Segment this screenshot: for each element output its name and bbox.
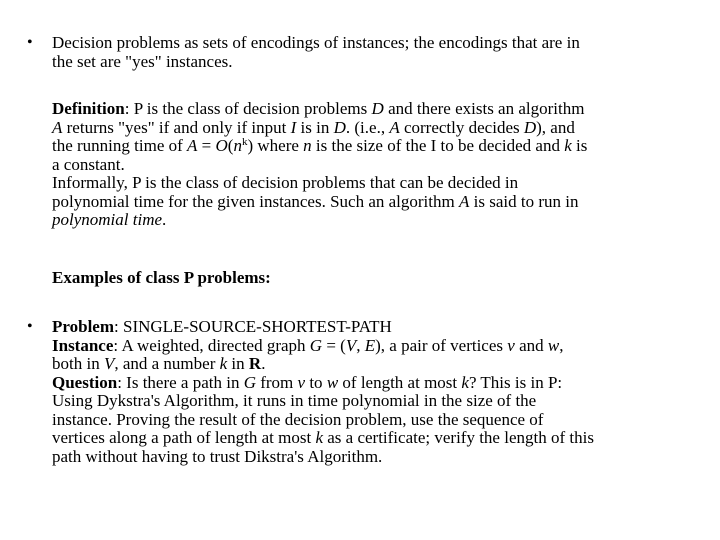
text-line: Informally, P is the class of decision problems that can be decided in	[52, 173, 519, 192]
problem-line: Problem: SINGLE-SOURCE-SHORTEST-PATH	[52, 317, 392, 336]
text-line: vertices along a path of length at most k as a certificate; verify the length of this	[52, 428, 594, 447]
text-line: path without having to trust Dikstra's Algorithm.	[52, 446, 383, 466]
text-line: A returns "yes" if and only if input I is in D. (i.e., A correctly decides D), and	[52, 117, 575, 137]
bullet-text	[52, 318, 700, 466]
definition-label: Definition	[52, 99, 125, 118]
definition-paragraph	[52, 100, 700, 230]
bullet-text	[52, 34, 700, 71]
bullet-icon: •	[27, 318, 33, 335]
text-line: instance. Proving the result of the decision problem, use the sequence of	[52, 409, 544, 429]
text-line: polynomial time.	[52, 210, 167, 229]
text-line: the running time of $A = O(n^k)$ where n is the size of the I to be decided and k is	[52, 136, 588, 155]
text-line: Decision problems as sets of encodings of instances; the encodings that are in	[52, 33, 580, 52]
text-line: both in V, and a number k in R.	[52, 354, 266, 373]
bullet-icon: •	[27, 34, 33, 51]
question-line: Question: Is there a path in G from v to w of length at most k? This is in P:	[52, 372, 563, 392]
text-line: Using Dykstra's Algorithm, it runs in time polynomial in the size of the	[52, 391, 537, 410]
text-line: a constant.	[52, 154, 125, 174]
text-line: polynomial time for the given instances. Such an algorithm A is said to run in	[52, 191, 579, 211]
examples-heading: Examples of class P problems:	[52, 268, 271, 287]
text-line: the set are "yes" instances.	[52, 51, 233, 71]
text-line: Definition: P is the class of decision problems D and there exists an algorithm	[52, 99, 585, 118]
instance-line: Instance: A weighted, directed graph G = (V, E), a pair of vertices v and w,	[52, 335, 564, 355]
